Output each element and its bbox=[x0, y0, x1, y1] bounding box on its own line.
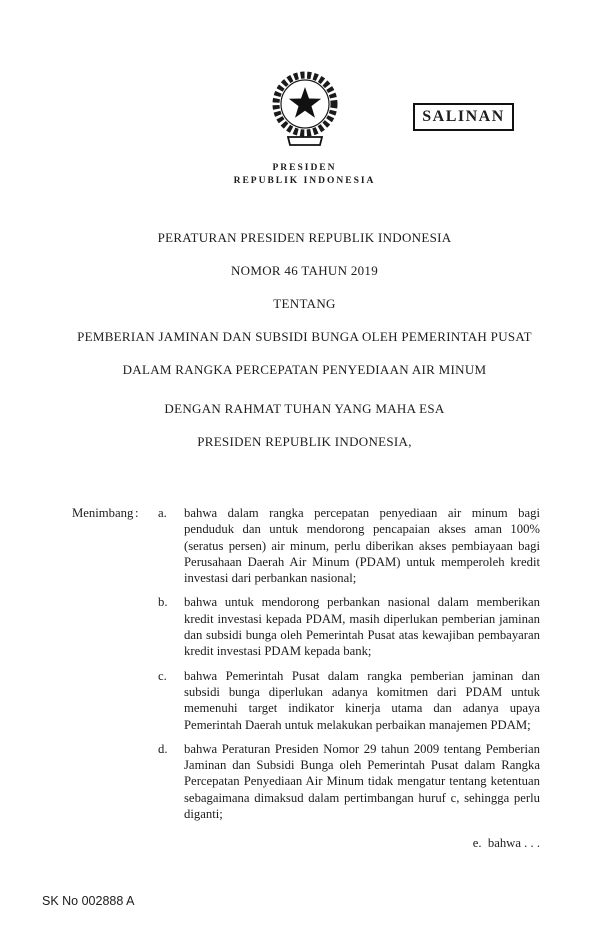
consideration-list bbox=[158, 505, 540, 822]
presidential-emblem bbox=[0, 66, 609, 152]
ribbon-icon bbox=[288, 137, 322, 145]
item-text: bahwa Pemerintah Pusat dalam rangka pemberian jaminan dan subsidi bunga diperlukan adanya komitmen dari PDAM untuk memenuhi target indikator kinerja utama dan adanya upaya Pemerintah Daerah untuk melakukan perbaikan manajemen PDAM; bbox=[184, 668, 540, 732]
menimbang-section bbox=[72, 505, 540, 852]
subject-line-1: PEMBERIAN JAMINAN DAN SUBSIDI BUNGA OLEH PEMERINTAH PUSAT bbox=[77, 329, 532, 344]
national-emblem-icon bbox=[258, 66, 352, 152]
footer-sk-number: SK No 002888 A bbox=[42, 894, 135, 908]
subject-line-2: DALAM RANGKA PERCEPATAN PENYEDIAAN AIR MINUM bbox=[122, 362, 487, 377]
salinan-label: SALINAN bbox=[422, 108, 505, 125]
item-letter: a. bbox=[158, 506, 167, 520]
star-icon bbox=[288, 87, 320, 118]
consideration-item-b bbox=[158, 594, 540, 659]
menimbang-colon: : bbox=[135, 506, 139, 520]
item-letter: b. bbox=[158, 595, 168, 610]
title-block bbox=[0, 230, 609, 467]
item-letter: d. bbox=[158, 741, 168, 756]
regulation-number: NOMOR 46 TAHUN 2019 bbox=[230, 263, 379, 278]
item-text: bahwa dalam rangka percepatan penyediaan air minum bagi penduduk dan untuk mendorong pencapaian akses aman 100% (seratus persen) air minum, perlu diberikan akses pembiayaan bagi Perusahaan Daerah Air Minum (PDAM) untuk memperoleh kredit investasi dari perbankan nasional; bbox=[184, 506, 540, 586]
enacting-authority: PRESIDEN REPUBLIK INDONESIA, bbox=[197, 434, 412, 449]
item-text: bahwa Peraturan Presiden Nomor 29 tahun 2009 tentang Pemberian Jaminan dan Subsidi Bunga oleh Pemerintah Pusat dalam Rangka Percepatan Penyediaan Air Minum tidak mengatur tentang ketentuan sebagaimana dimaksud dalam pertimbangan huruf c, sehingga perlu diganti; bbox=[184, 741, 540, 822]
regulation-title: PERATURAN PRESIDEN REPUBLIK INDONESIA bbox=[157, 230, 452, 245]
catchword: e. bahwa . . . bbox=[472, 836, 540, 851]
tentang-heading: TENTANG bbox=[273, 296, 336, 311]
letterhead-line-republik: REPUBLIK INDONESIA bbox=[233, 176, 376, 186]
letterhead bbox=[0, 162, 609, 188]
consideration-item-c bbox=[158, 668, 540, 733]
letterhead-line-presiden: PRESIDEN bbox=[272, 163, 337, 173]
menimbang-label: Menimbang bbox=[72, 506, 134, 520]
consideration-item-a bbox=[158, 505, 540, 586]
item-letter: c. bbox=[158, 668, 167, 683]
invocation: DENGAN RAHMAT TUHAN YANG MAHA ESA bbox=[164, 401, 445, 416]
item-text: bahwa untuk mendorong perbankan nasional dalam memberikan kredit investasi kepada PDAM, masih diperlukan pemberian jaminan dan subsidi bunga oleh Pemerintah Pusat atas kewajiban pembayaran kredit investasi PDAM kepada bank; bbox=[184, 595, 540, 659]
consideration-item-d bbox=[158, 741, 540, 822]
